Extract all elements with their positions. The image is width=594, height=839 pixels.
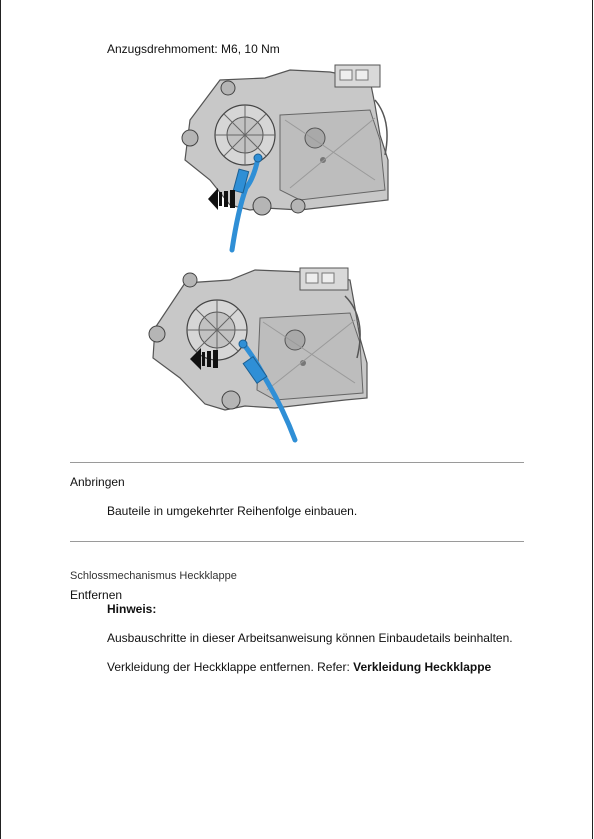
- install-step: Bauteile in umgekehrter Reihenfolge einbauen.: [107, 504, 358, 518]
- section-divider-1: [70, 462, 524, 463]
- latch-cable-figure-2: [145, 258, 375, 453]
- latch-cable-figure-1: [170, 60, 395, 255]
- remove-step-text: Verkleidung der Heckklappe entfernen. Refer:: [107, 660, 354, 674]
- refer-link[interactable]: Verkleidung Heckklappe: [353, 660, 492, 674]
- install-heading: Anbringen: [70, 475, 125, 489]
- page-border-right: [592, 0, 593, 839]
- note-label: Hinweis:: [107, 602, 157, 616]
- section-breadcrumb: Schlossmechanismus Heckklappe: [70, 570, 237, 582]
- section-divider-2: [70, 541, 524, 542]
- note-text: Ausbauschritte in dieser Arbeitsanweisung können Einbaudetails beinhalten.: [107, 631, 513, 645]
- remove-step: [107, 660, 491, 674]
- remove-heading: Entfernen: [70, 588, 123, 602]
- page-border-left: [0, 0, 1, 839]
- torque-spec: Anzugsdrehmoment: M6, 10 Nm: [107, 42, 280, 56]
